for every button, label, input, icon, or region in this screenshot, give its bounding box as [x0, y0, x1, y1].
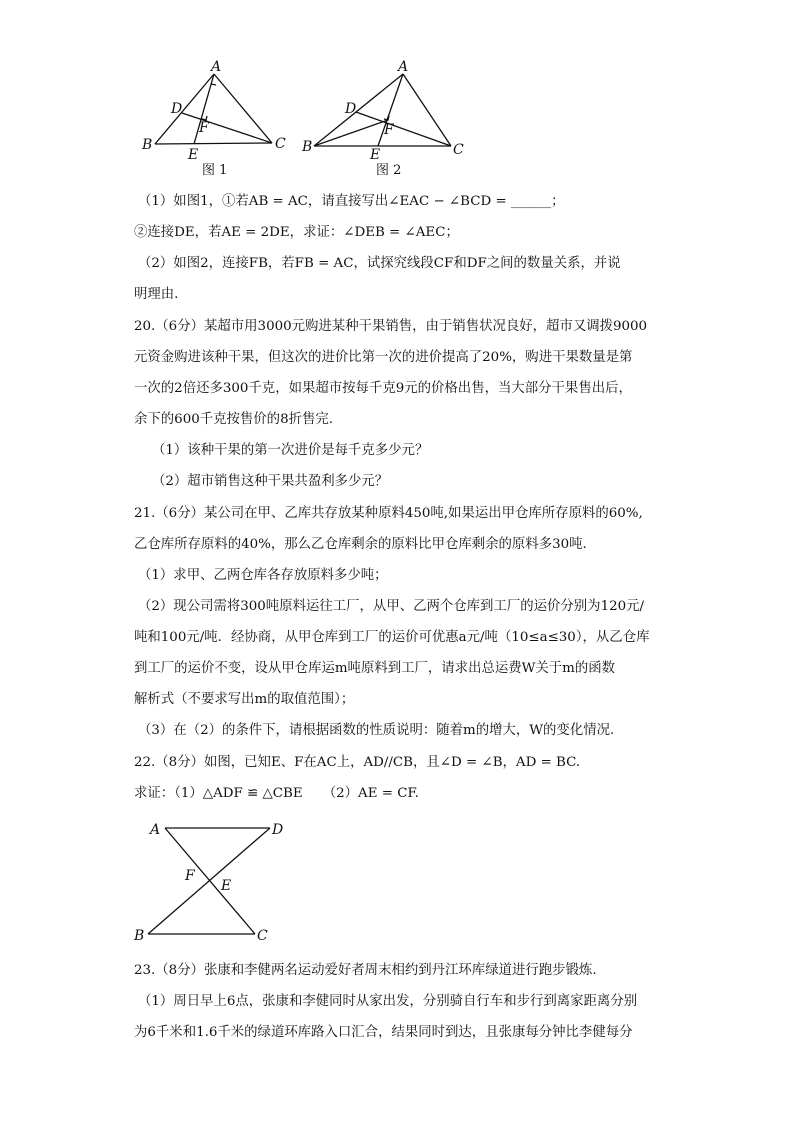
text-line-10: （2）超市销售这种干果共盈利多少元？ [152, 474, 389, 489]
fig2-label-a: A [398, 59, 409, 75]
fig2-right-angle [384, 116, 389, 120]
fig3-label-f: F [185, 868, 195, 884]
fig2-caption: 图 2 [376, 163, 402, 178]
fig1-label-f: F [199, 120, 209, 136]
fig2-label-e: E [370, 147, 381, 163]
fig3-label-b: B [134, 928, 145, 944]
fig3-label-c: C [257, 928, 268, 944]
text-line-4: 明理由. [134, 287, 179, 302]
fig3-label-e: E [221, 878, 232, 894]
text-line-13: （1）求甲、乙两仓库各存放原料多少吨； [138, 568, 388, 583]
fig2-line-dc [356, 112, 451, 146]
fig3-label-a: A [150, 822, 161, 838]
text-line-16: 到工厂的运价不变，设从甲仓库运m吨原料到工厂，请求出总运费W关于m的函数 [134, 661, 616, 676]
fig2-line-ac [403, 74, 451, 146]
fig2-label-c: C [453, 142, 464, 158]
fig1-label-e: E [188, 147, 199, 163]
text-line-11: 21.（6分）某公司在甲、乙库共存放某种原料450吨,如果运出甲仓库所存原料的60%, [134, 506, 643, 521]
fig2-label-d: D [345, 101, 357, 117]
text-line-7: 一次的2倍还多300千克，如果超市按每千克9元的价格出售，当大部分干果售出后， [134, 381, 632, 396]
fig2-line-fb [314, 120, 388, 146]
text-line-19: 22.（8分）如图，已知E、F在AC上，AD//CB，且∠D = ∠B，AD = BC. [134, 755, 581, 770]
text-line-5: 20.（6分）某超市用3000元购进某种干果销售，由于销售状况良好，超市又调拨9000 [134, 319, 648, 334]
fig1-label-b: B [142, 137, 153, 153]
text-line-6: 元资金购进该种干果，但这次的进价比第一次的进价提高了20%，购进干果数量是第 [134, 350, 633, 365]
fig1-caption: 图 1 [202, 163, 228, 178]
text-line-15: 吨和100元/吨．经协商，从甲仓库到工厂的运价可优惠a元/吨（10≤a≤30），从乙仓库 [134, 630, 650, 645]
text-line-21: 23.（8分）张康和李健两名运动爱好者周末相约到丹江环库绿道进行跑步锻炼. [134, 963, 597, 978]
fig3-line-bd [148, 828, 270, 934]
fig1-tick [211, 84, 216, 85]
text-line-2: ②连接DE，若AE = 2DE，求证：∠DEB = ∠AEC； [134, 225, 459, 240]
fig1-label-a: A [211, 59, 222, 75]
text-line-22: （1）周日早上6点，张康和李健同时从家出发，分别骑自行车和步行到离家距离分别 [138, 994, 638, 1009]
fig2-label-b: B [302, 139, 313, 155]
fig2-label-f: F [384, 122, 394, 138]
text-line-20: 求证：（1）△ADF ≌ △CBE （2）AE = CF. [134, 786, 419, 801]
fig3-line-ac [165, 828, 255, 934]
figure-2 [300, 60, 470, 180]
fig3-label-d: D [272, 822, 284, 838]
fig1-label-d: D [171, 101, 183, 117]
figure-1 [130, 60, 300, 180]
text-line-1: （1）如图1，①若AB = AC，请直接写出∠EAC − ∠BCD = ______； [138, 194, 565, 209]
figure-3 [130, 818, 300, 948]
text-line-14: （2）现公司需将300吨原料运往工厂，从甲、乙两个仓库到工厂的运价分别为120元/ [138, 599, 645, 614]
text-line-8: 余下的600千克按售价的8折售完. [134, 412, 334, 427]
text-line-18: （3）在（2）的条件下，请根据函数的性质说明：随着m的增大，W的变化情况. [138, 723, 615, 738]
fig1-label-c: C [275, 136, 286, 152]
text-line-12: 乙仓库所存原料的40%，那么乙仓库剩余的原料比甲仓库剩余的原料多30吨. [134, 537, 587, 552]
text-line-23: 为6千米和1.6千米的绿道环库路入口汇合，结果同时到达，且张康每分钟比李健每分 [134, 1025, 633, 1040]
text-line-9: （1）该种干果的第一次进价是每千克多少元？ [152, 443, 429, 458]
text-line-3: （2）如图2，连接FB，若FB = AC，试探究线段CF和DF之间的数量关系，并说 [138, 256, 621, 271]
text-line-17: 解析式（不要求写出m的取值范围）； [134, 692, 355, 707]
fig1-line-bc [155, 143, 272, 144]
